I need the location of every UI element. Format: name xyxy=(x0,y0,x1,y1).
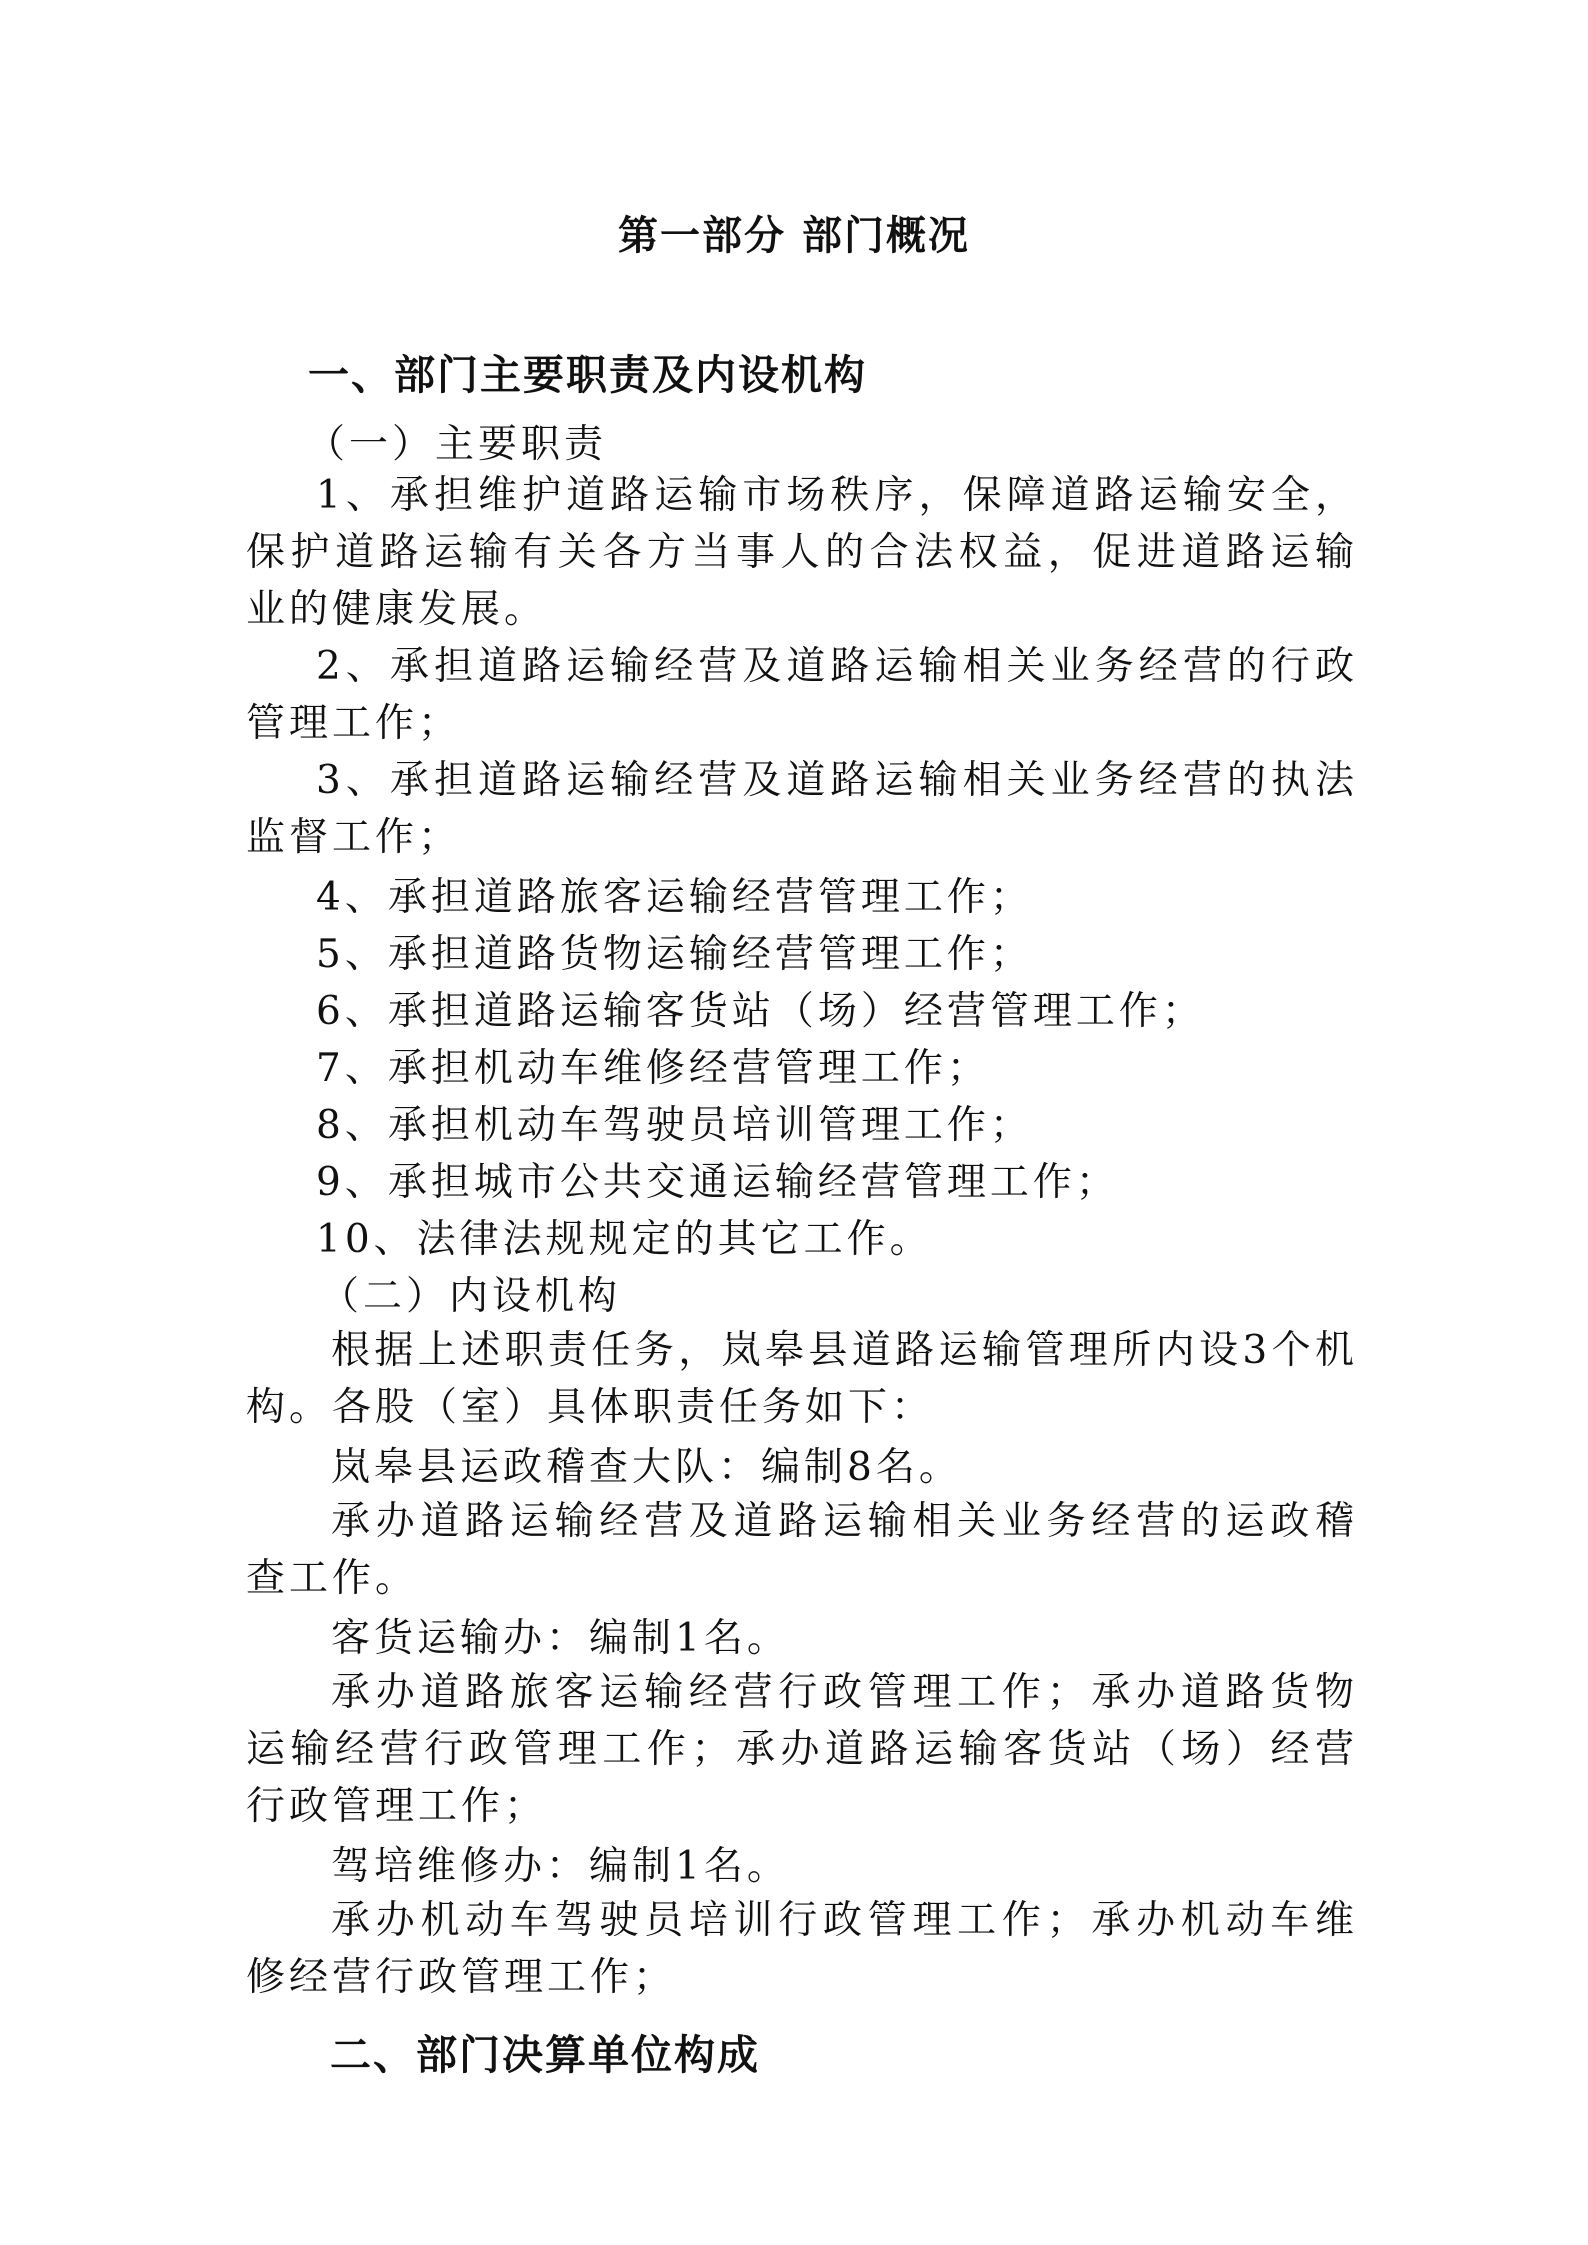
unit-duty: 承办道路旅客运输经营行政管理工作；承办道路货物运输经营行政管理工作；承办道路运输客货站（场）经营行政管理工作； xyxy=(246,1670,1358,1829)
subsection-heading: （二）内设机构 xyxy=(320,1274,622,1319)
unit-duty: 承办机动车驾驶员培训行政管理工作；承办机动车维修经营行政管理工作； xyxy=(246,1898,1358,2000)
duty-item: 2、承担道路运输经营及道路运输相关业务经营的行政管理工作； xyxy=(246,644,1358,746)
unit-name: 岚皋县运政稽查大队：编制8名。 xyxy=(331,1445,962,1490)
section-heading: 一、部门主要职责及内设机构 xyxy=(308,351,867,399)
body-paragraph: 根据上述职责任务，岚皋县道路运输管理所内设3个机构。各股（室）具体职责任务如下： xyxy=(246,1328,1358,1430)
duty-item: 1、承担维护道路运输市场秩序，保障道路运输安全，保护道路运输有关各方当事人的合法权益，促进道路运输业的健康发展。 xyxy=(246,473,1358,632)
unit-name: 驾培维修办：编制1名。 xyxy=(331,1844,790,1889)
page-title: 第一部分 部门概况 xyxy=(618,213,970,259)
unit-duty: 承办道路运输经营及道路运输相关业务经营的运政稽查工作。 xyxy=(246,1499,1358,1601)
duty-item: 8、承担机动车驾驶员培训管理工作； xyxy=(316,1103,1033,1148)
duty-item: 10、法律法规规定的其它工作。 xyxy=(316,1217,933,1262)
section-heading: 二、部门决算单位构成 xyxy=(330,2031,760,2079)
unit-name: 客货运输办：编制1名。 xyxy=(331,1616,790,1661)
subsection-heading: （一）主要职责 xyxy=(306,422,608,467)
duty-item: 6、承担道路运输客货站（场）经营管理工作； xyxy=(316,989,1205,1034)
duty-item: 3、承担道路运输经营及道路运输相关业务经营的执法监督工作； xyxy=(246,758,1358,860)
duty-item: 7、承担机动车维修经营管理工作； xyxy=(316,1046,990,1091)
duty-item: 4、承担道路旅客运输经营管理工作； xyxy=(316,875,1033,920)
duty-item: 9、承担城市公共交通运输经营管理工作； xyxy=(316,1160,1119,1205)
duty-item: 5、承担道路货物运输经营管理工作； xyxy=(316,932,1033,977)
